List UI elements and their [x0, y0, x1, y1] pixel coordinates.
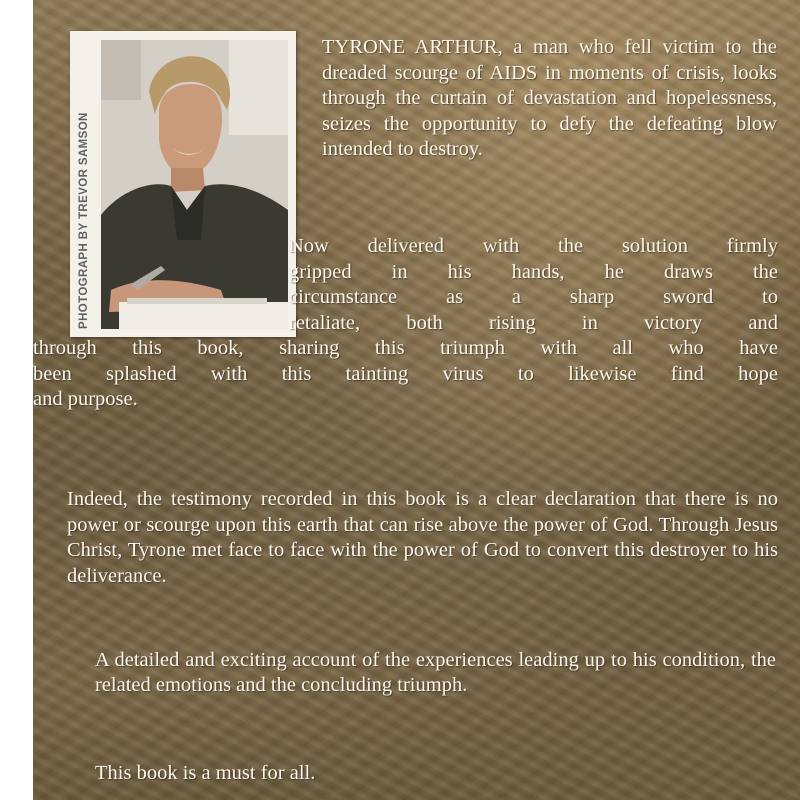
paragraph-account: A detailed and exciting account of the experiences leading up to his condition, the related emotions and the concluding triumph. — [95, 649, 776, 696]
paragraph-line: retaliate, both rising in victory and — [289, 311, 778, 334]
paragraph-testimony: Indeed, the testimony recorded in this book is a clear declaration that there is no power or scourge upon this earth that can rise above the power of God. Through Jesus Christ, Tyrone met face to face with the power of God to convert this destroyer to his deliverance. — [67, 488, 778, 587]
paragraph-line: through this book, sharing this triumph with all who have — [33, 337, 778, 359]
paragraph-line: been splashed with this tainting virus to likewise find hope — [33, 362, 778, 385]
paragraph-closing: This book is a must for all. — [95, 762, 316, 784]
paragraph-delivered — [33, 234, 778, 413]
paragraph-intro: TYRONE ARTHUR, a man who fell victim to the dreaded scourge of AIDS in moments of crisis, looks through the curtain of devastation and hopelessness, seizes the opportunity to defy the defeating blow intended to destroy. — [322, 36, 777, 160]
paragraph-line: circumstance as a sharp sword to — [289, 286, 778, 308]
book-back-cover — [33, 0, 800, 800]
paragraph-line: and purpose. — [33, 388, 138, 410]
paragraph-line: gripped in his hands, he draws the — [289, 260, 778, 283]
photo-credit: PHOTOGRAPH BY TREVOR SAMSON — [78, 112, 90, 329]
paragraph-line: Now delivered with the solution firmly — [289, 235, 778, 257]
